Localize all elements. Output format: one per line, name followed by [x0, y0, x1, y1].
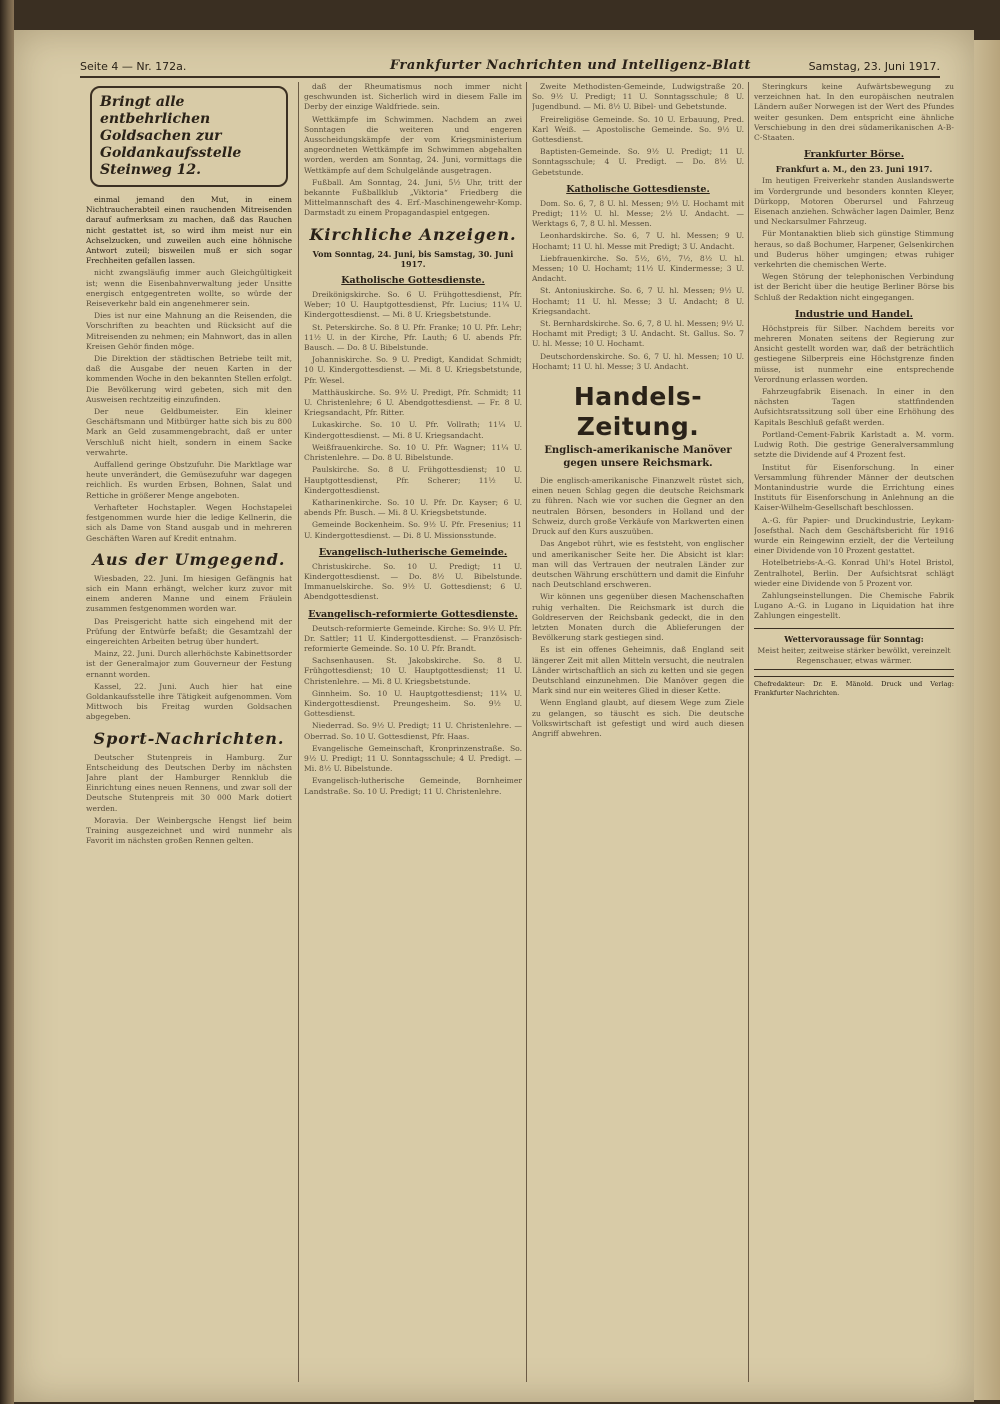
filler-text: daß der Rheumatismus noch immer nicht geschwunden ist. Sicherlich wird in diesem Falle im Derby der einzige Waldfriede. sein. Wettkämpfe im Schwimmen. Nachdem an zwei Sonntagen die weiteren und engeren Ausscheidungskämpfe der vom Kriegsministerium angeordneten Wettkämpfe im Schwimmen abgehalten worden, werden am Sonntag, 24. Juni, vormittags die Wettkämpfe auf dem Schulgelände ausgetragen. Fußball. Am Sonntag, 24. Juni, 5½ Uhr, tritt der bekannte Fußballklub „Viktoria“ Friedberg die Mittelmannschaft des 4. Erf.-Maschinengewehr-Komp. Darmstadt zu einem Propagandaspiel entgegen. — [304, 82, 522, 218]
section-heading-boerse: Frankfurter Börse. — [803, 149, 905, 161]
headline-handels-zeitung: Handels-Zeitung. — [573, 382, 703, 442]
filler-text: Dom. So. 6, 7, 8 U. hl. Messen; 9½ U. Hochamt mit Predigt; 11½ U. hl. Messe; 2½ U. Andacht. — Werktags 6, 7, 8 U. hl. Messen. Leonhardskirche. So. 6, 7 U. hl. Messen; 9 U. Hochamt; 11 U. hl. Messe mit Predigt; 3 U. Andacht. Liebfrauenkirche. So. 5½, 6½, 7½, 8½ U. hl. Messen; 10 U. Hochamt; 11½ U. Kindermesse; 3 U. Andacht. St. Antoniuskirche. So. 6, 7 U. hl. Messen; 9½ U. Hochamt; 11 U. hl. Messe; 3 U. Andacht; 8 U. Kriegsandacht. St. Bernhardskirche. So. 6, 7, 8 U. hl. Messen; 9½ U. Hochamt mit Predigt; 3 U. Andacht. St. Gallus. So. 7 U. hl. Messe; 10 U. Hochamt. Deutschordenskirche. So. 6, 7 U. hl. Messen; 10 U. Hochamt; 11 U. hl. Messe; 3 U. Andacht. — [532, 198, 744, 371]
filler-text: Deutsch-reformierte Gemeinde. Kirche: So. 9½ U. Pfr. Dr. Sattler; 11 U. Kindergottesdienst. — Französisch-reformierte Gemeinde. So. 10 U. Pfr. Brandt. Sachsenhausen. St. Jakobskirche. So. 8 U. Frühgottesdienst; 10 U. Hauptgottesdienst; 11 U. Christenlehre. — Mi. 8 U. Kriegsbetstunde. Ginnheim. So. 10 U. Hauptgottesdienst; 11¼ U. Kindergottesdienst. Preungesheim. So. 9½ U. Gottesdienst. Niederrad. So. 9½ U. Predigt; 11 U. Christenlehre. — Oberrad. So. 10 U. Gottesdienst, Pfr. Haas. Evangelische Gemeinschaft, Kronprinzenstraße. So. 9½ U. Predigt; 11 U. Sonntagsschule; 4 U. Predigt. — Mi. 8½ U. Bibelstunde. Evangelisch-lutherische Gemeinde, Bornheimer Landstraße. So. 10 U. Predigt; 11 U. Christenlehre. — [304, 623, 522, 796]
filler-text: Deutscher Stutenpreis in Hamburg. Zur Entscheidung des Deutschen Derby im nächsten Jahre plant der Hamburger Rennklub die Einrichtung eines neuen Rennens, und zwar soll der Deutsche Stutenpreis mit 30 000 Mark dotiert werden. Moravia. Der Weinbergsche Hengst lief beim Training ausgezeichnet und wird nunmehr als Favorit im nächsten großen Rennen gelten. — [86, 752, 292, 846]
section-heading-umgegend: Aus der Umgegend. — [92, 549, 286, 569]
column-rule — [298, 82, 299, 1382]
imprint: Chefredakteur: Dr. E. Mänold. Druck und Verlag: Frankfurter Nachrichten. — [754, 676, 954, 697]
article-text: einmal jemand den Mut, in einem Nichtraucherabteil einen rauchenden Mitreisenden darauf aufmerksam zu machen, daß das Rauchen nicht gestattet ist, so wird ihm meist nur ein Achselzucken, und zuweilen auch eine höhnische Antwort zuteil; bisweilen muß er sich sogar Frechheiten gefallen lassen. — [86, 195, 292, 266]
gold-ad-box: Bringt alle entbehrlichen Goldsachen zur Goldankaufsstelle Steinweg 12. — [90, 86, 288, 187]
filler-text: nicht zwangsläufig immer auch Gleichgültigkeit ist; wenn die Eisenbahnverwaltung jeder Unsitte energisch entgegentreten wollte, so würde der Reiseverkehr bald ein angenehmerer sein. Dies ist nur eine Mahnung an die Reisenden, die Vorschriften zu beachten und Rücksicht auf die Mitreisenden zu nehmen; ein Mahnwort, das in allen Kreisen Gehör finden möge. Die Direktion der städtischen Betriebe teilt mit, daß die Ausgabe der neuen Karten in der kommenden Woche in den bekannten Stellen erfolgt. Die Bevölkerung wird gebeten, sich mit den Ausweisen rechtzeitig einzufinden. Der neue Geldbumeister. Ein kleiner Geschäftsmann und Mitbürger hatte sich bis zu 800 Mark an Geld zusammengebracht, daß er unter Verschluß nicht hielt, sondern in einem Sacke verwahrte. Auffallend geringe Obstzufuhr. Die Marktlage war heute unverändert, die Gemüsezufuhr war dagegen reichlich. Es wurden Erbsen, Bohnen, Salat und Rettiche in größerer Menge angeboten. Verhafteter Hochstapler. Wegen Hochstapelei festgenommen wurde hier die ledige Kellnerin, die sich als Dame von Stand ausgab und in mehreren Geschäften Waren auf Kredit entnahm. — [86, 268, 292, 543]
subsection-heading: Evangelisch-lutherische Gemeinde. — [318, 546, 508, 558]
filler-text: Zweite Methodisten-Gemeinde, Ludwigstraße 20. So. 9½ U. Predigt; 11 U. Sonntagsschule; 8 U. Jugendbund. — Mi. 8½ U. Bibel- und Gebetstunde. Freireligiöse Gemeinde. So. 10 U. Erbauung, Pred. Karl Weiß. — Apostolische Gemeinde. So. 9½ U. Gottesdienst. Baptisten-Gemeinde. So. 9½ U. Predigt; 11 U. Sonntagsschule; 4 U. Predigt. — Do. 8½ U. Gebetstunde. — [532, 82, 744, 177]
weather-box — [754, 628, 954, 671]
filler-text: Christuskirche. So. 10 U. Predigt; 11 U. Kindergottesdienst. — Do. 8½ U. Bibelstunde. Immanuelskirche. So. 9½ U. Gottesdienst; 6 U. Abendgottesdienst. — [304, 561, 522, 602]
issue-date: Samstag, 23. Juni 1917. — [808, 60, 940, 73]
filler-text: Steringkurs keine Aufwärtsbewegung zu verzeichnen hat. In den europäischen neutralen Ländern außer Norwegen ist der Wert des Pfundes weiter gesunken. Dem entspricht eine ähnliche Verschiebung in den drei südamerikanischen A-B-C-Staaten. — [754, 82, 954, 143]
filler-text: Dreikönigskirche. So. 6 U. Frühgottesdienst, Pfr. Weber; 10 U. Hauptgottesdienst, Pfr. Lucius; 11¼ U. Kindergottesdienst. — Mi. 8 U. Kriegsbetstunde. St. Peterskirche. So. 8 U. Pfr. Franke; 10 U. Pfr. Lehr; 11½ U. in der Kirche, Pfr. Lauth; 6 U. abends Pfr. Bausch. — Do. 8 U. Bibelstunde. Johanniskirche. So. 9 U. Predigt, Kandidat Schmidt; 10 U. Kindergottesdienst. — Mi. 8 U. Kriegsbetstunde, Pfr. Wesel. Matthäuskirche. So. 9½ U. Predigt, Pfr. Schmidt; 11 U. Christenlehre; 6 U. Abendgottesdienst. — Fr. 8 U. Kriegsandacht, Pfr. Ritter. Lukaskirche. So. 10 U. Pfr. Vollrath; 11¼ U. Kindergottesdienst. — Mi. 8 U. Kriegsandacht. Weißfrauenkirche. So. 10 U. Pfr. Wagner; 11¼ U. Christenlehre. — Do. 8 U. Bibelstunde. Paulskirche. So. 8 U. Frühgottesdienst; 10 U. Hauptgottesdienst, Pfr. Scherer; 11½ U. Kindergottesdienst. Katharinenkirche. So. 10 U. Pfr. Dr. Kayser; 6 U. abends Pfr. Busch. — Mi. 8 U. Kriegsbetstunde. Gemeinde Bockenheim. So. 9½ U. Pfr. Fresenius; 11 U. Kindergottesdienst. — Di. 8 U. Missionsstunde. — [304, 290, 522, 540]
book-binding — [0, 0, 14, 1404]
page-edge — [974, 40, 1000, 1400]
weather-text: Meist heiter, zeitweise stärker bewölkt, vereinzelt Regenschauer, etwas wärmer. — [757, 645, 951, 665]
column-3 — [532, 82, 744, 1382]
filler-text: Im heutigen Freiverkehr standen Auslandswerte im Vordergrunde und besonders konnten Kleyer, Dürkopp, Motoren Oberursel und Fahrzeug Eisenach anziehen. Schwächer lagen Daimler, Benz und Neckarsulmer Fahrzeug. Für Montanaktien blieb sich günstige Stimmung heraus, so daß Bochumer, Harpener, Gelsenkirchen und Buderus höher umgingen; etwas ruhiger verkehrten die chemischen Werte. Wegen Störung der telephonischen Verbindung ist der Bericht über die heutige Berliner Börse bis Schluß der Redaktion nicht eingegangen. — [754, 176, 954, 302]
page-header — [80, 58, 940, 78]
subsection-heading: Evangelisch-reformierte Gottesdienste. — [308, 608, 518, 620]
section-heading-industrie: Industrie und Handel. — [794, 308, 913, 320]
boerse-dateline: Frankfurt a. M., den 23. Juni 1917. — [775, 164, 933, 175]
column-1 — [86, 82, 292, 1382]
column-4 — [754, 82, 954, 1382]
column-2 — [304, 82, 522, 1382]
subsection-heading: Katholische Gottesdienste. — [341, 275, 485, 287]
subsection-heading: Katholische Gottesdienste. — [566, 183, 710, 195]
masthead-title: Frankfurter Nachrichten und Intelligenz-Blatt — [390, 58, 751, 73]
section-heading-kirchlich: Kirchliche Anzeigen. — [309, 224, 517, 244]
weather-heading: Wettervoraussage für Sonntag: — [784, 633, 924, 644]
column-rule — [748, 82, 749, 1382]
filler-text: Höchstpreis für Silber. Nachdem bereits vor mehreren Monaten seitens der Regierung zur Ansicht gestellt worden war, daß der beträchtlich gestiegene Silberpreis eine Höchstgrenze finden müsse, ist nunmehr eine entsprechende Verordnung erlassen worden. Fahrzeugfabrik Eisenach. In einer in den nächsten Tagen stattfindenden Aufsichtsratssitzung soll über eine Erhöhung des Kapitals Beschluß gefaßt werden. Portland-Cement-Fabrik Karlstadt a. M. vorm. Ludwig Roth. Die gestrige Generalversammlung setzte die Dividende auf 4 Prozent fest. Institut für Eisenforschung. In einer Versammlung führender Männer der deutschen Montanindustrie wurde die Errichtung eines Instituts für Eisenforschung in Anlehnung an die Kaiser-Wilhelm-Gesellschaft beschlossen. A.-G. für Papier- und Druckindustrie, Leykam-Josefsthal. Nach dem Geschäftsbericht für 1916 wurde ein Reingewinn erzielt, der die Verteilung einer Dividende von 10 Prozent gestattet. Hotelbetriebs-A.-G. Konrad Uhl's Hotel Bristol, Zentralhotel, Berlin. Der Aufsichtsrat schlägt wieder eine Dividende von 5 Prozent vor. Zahlungseinstellungen. Die Chemische Fabrik Lugano A.-G. in Lugano in Liquidation hat ihre Zahlungen eingestellt. — [754, 323, 954, 621]
article-headline: Englisch-amerikanische Manöver gegen unsere Reichsmark. — [544, 445, 732, 470]
page-number: Seite 4 — Nr. 172a. — [80, 60, 187, 73]
section-heading-sport: Sport-Nachrichten. — [93, 728, 285, 748]
church-dates: Vom Sonntag, 24. Juni, bis Samstag, 30. Juni 1917. — [312, 248, 514, 269]
filler-text: Die englisch-amerikanische Finanzwelt rüstet sich, einen neuen Schlag gegen die deutsche Reichsmark zu führen. Nach wie vor suchen die Gegner an den neutralen Börsen, besonders in Holland und der Schweiz, durch große Verkäufe von Markwerten einen Druck auf den Kurs auszuüben. Das Angebot rührt, wie es feststeht, von englischer und amerikanischer Seite her. Die Absicht ist klar: man will das Vertrauen der neutralen Länder zur deutschen Währung erschüttern und damit die Einfuhr nach Deutschland erschweren. Wir können uns gegenüber diesen Machenschaften ruhig verhalten. Die Reichsmark ist durch die Goldreserven der Reichsbank gedeckt, die in den letzten Monaten durch die Ablieferungen der Bevölkerung stark gestiegen sind. Es ist ein offenes Geheimnis, daß England seit längerer Zeit mit allen Mitteln versucht, die neutralen Länder wirtschaftlich an sich zu ketten und sie gegen Deutschland einzunehmen. Die Manöver gegen die Mark sind nur ein weiteres Glied in dieser Kette. Wenn England glaubt, auf diesem Wege zum Ziele zu gelangen, so täuscht es sich. Die deutsche Volkswirtschaft ist gefestigt und wird auch diesen Angriff abwehren. — [532, 476, 744, 738]
column-rule — [526, 82, 527, 1382]
filler-text: Wiesbaden, 22. Juni. Im hiesigen Gefängnis hat sich ein Mann erhängt, welcher kurz zuvor mit einem anderen Manne und einem Fräulein zusammen festgenommen worden war. Das Preisgericht hatte sich eingehend mit der Prüfung der Entwürfe befaßt; die Gesamtzahl der eingereichten Arbeiten betrug über hundert. Mainz, 22. Juni. Durch allerhöchste Kabinettsorder ist der Generalmajor zum Gouverneur der Festung ernannt worden. Kassel, 22. Juni. Auch hier hat eine Goldankaufsstelle ihre Tätigkeit aufgenommen. Vom Mittwoch bis Freitag wurden Goldsachen abgegeben. — [86, 573, 292, 722]
